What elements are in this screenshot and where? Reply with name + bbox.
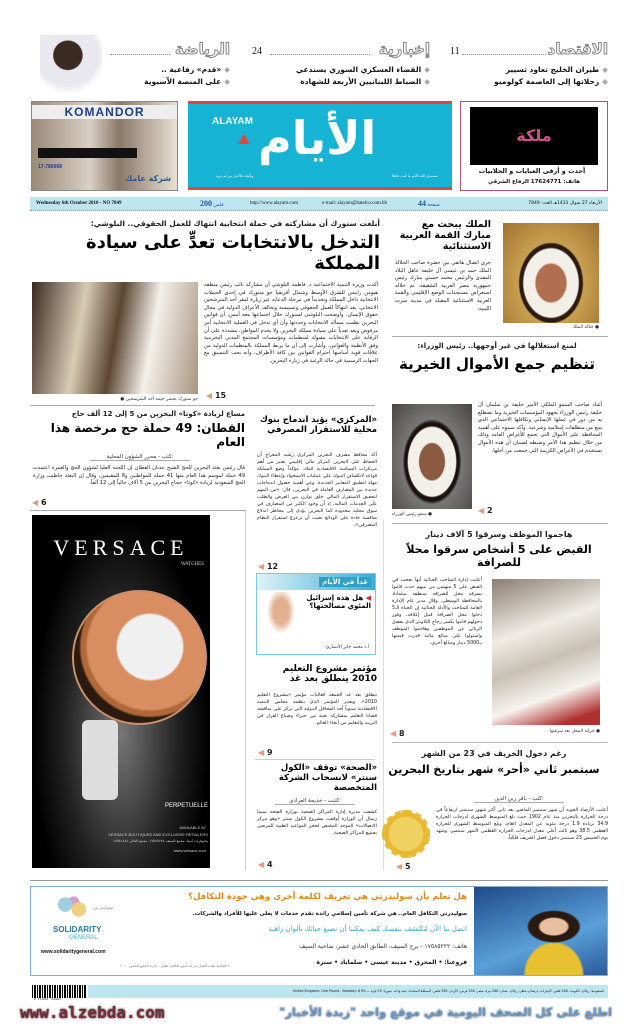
story-body: تنطلق بعد غد الجمعة فعاليات مؤتمر «مشروع التعليم 2010»، ويعتبر المؤتمر الذي ينظمه مجلس التنمية الاقتصادية سنوياً أحد المحافل الدولية التي تركز على مناقشة قضايا التعليم بمشاركة نخبة من خبراء وصناع القرار في التربية والتعليم من أنحاء العالم. xyxy=(257,693,377,726)
page-ref-number: 12 xyxy=(266,562,279,571)
logo-latin: ALAYAM xyxy=(212,116,253,127)
solidarity-logo-icon xyxy=(55,895,89,919)
page-ref-number: 9 xyxy=(266,748,273,757)
ad-award: * الفائزة بلقب أفضل شركة تأمين تكافلي للعام - جائزة الخليج للتأمين ٢٠١٠ xyxy=(120,964,229,968)
date-arabic: الأربعاء 27 شوال 1431هـ العدد: 7849 xyxy=(528,201,602,206)
teaser-news[interactable] xyxy=(248,40,430,90)
page-count xyxy=(418,197,440,213)
ad-model: PERPETUELLE xyxy=(164,803,208,809)
story-body: أكدت وزيرة التنمية الاجتماعية د. فاطمة البلوشي أن مشاركة نائب رئيس منطقة هيومن رايتس للشرق الأوسط وشمال أفريقيا جو ستورك في إحدى الحملات الانتخابية داخل المملكة وتحديداً في مرحلة الدعاية عبر زيارة لمقر أحد المترشحين الانتخابي، يعد انتهاكاً للعمل الحقوقي وتسييسه ويخالف الأعراف الدولية في مجال حقوق الإنسان. وأوضحت البلوشي لستورك خلال اجتماعها معه أمس، أن قوانين البحرين نظمت مسألة الانتخابات وحددتها وأن أي تدخل في العملية الانتخابية أمر مرفوض ويعد تعدياً على سيادة مملكة البحرين ولا يخدم المواطن، مشددة على أن الرقابة على الانتخابات مقبولة لمنظمات ومؤسسات المجتمع المدني البحرينية وفق الأنظمة والقوانين. وأشارت إلى أن ما يربط المملكة بالمنظمات الدولية من علاقات قوية أساسها احترام القوانين بين كافة الأطراف، وأنه يجب التنسيق مع الجهات الرسمية في حالة الرغبة في زيارة البحرين. xyxy=(204,282,378,364)
ad-line2: اتصل بنا الآن لتكتشف بنفسك كيف يمكننا أن نصبغ حياتك بألوان زاهية xyxy=(268,925,467,933)
pointer-icon: ◀ xyxy=(363,594,371,602)
education-story[interactable] xyxy=(255,662,377,758)
columnist-photo xyxy=(263,592,299,640)
ad-sub: WATCHES xyxy=(180,562,204,567)
teaser-line: على المنصة الآسيوية xyxy=(144,77,222,86)
wardrobe-stripe xyxy=(38,148,137,158)
page-ref-number: 2 xyxy=(486,506,493,515)
tomorrow-box[interactable] xyxy=(256,573,376,655)
page-ref-number: 15 xyxy=(214,391,227,400)
caption-text: خزانة المحل بعد سرقتها xyxy=(549,729,595,734)
hajj-story[interactable] xyxy=(30,406,245,508)
story-body: أشاد صاحب السمو الملكي الأمير خليفة بن سلمان آل خليفة رئيس الوزراء بجهود المؤسسات الخيرية وما تضطلع به من دور في عملها الإنساني وتكافلها الاجتماعي الذي ينبع من منطلقات إسلامية وشرعية. وأكد سموه على أهمية المحافظة على الأموال التي تجمع للأغراض العامة وذلك من خلال تنظيم هذا الأمر وضبطه لضمان أن هذه الأموال تستخدم في الأغراض الكريمة التي جمعت من أجلها. xyxy=(477,402,602,454)
teaser-economy[interactable] xyxy=(440,40,608,90)
story-subheadline: لمنع استغلالها في غير أوجهها.. رئيس الوزراء: xyxy=(417,342,577,350)
story-subheadline: هاجموا الموظف وسرقوا 5 آلاف دينار xyxy=(425,530,573,539)
page-count-value: 44 xyxy=(418,199,426,208)
story-body: أكد محافظ مصرف البحرين المركزي رشيد المعراج أن الحفاظ على البحرين كمركز مالي إقليمي يعتبر من أهم مرتكزات السياسة الاقتصادية للبلاد، مؤكداً وضع المملكة قواعد لانكشاف البنوك على عمليات الاستحواذ وإعطاء البنوك مهلة لتطبيق المعايير الجديدة. وعن أهمية حصول اندماجات جديدة بين المصارف العاملة في البحرين، قال: «من المهم لتحقيق الاستقرار المالي خلق توازن بين العرض والطلب على الخدمات المالية، إذ أن وجود الكثير من المصارف في سوق محلية محدودة كما البحرين يؤدي إلى مخاطر اندلاع منافسة حادة على الودائع بحيث أن تزعزع استقرار النظام المصرفي». xyxy=(257,453,377,528)
story-headline: تنظيم جمع الأموال الخيرية xyxy=(399,355,595,373)
divider xyxy=(462,54,546,55)
watch-strap xyxy=(82,720,118,800)
story-headline: سبتمبر ثاني «أحر» شهر بتاريخ البحرين xyxy=(388,763,600,776)
teaser-lines: ◆القضاء العسكري السوري يستدعي ◆الضباط اللبنانيين الأربعة للشهادة xyxy=(295,65,430,86)
arrow-icon: ◀ xyxy=(206,391,213,400)
page-ref[interactable] xyxy=(258,562,278,571)
story-subheadline: مساع لزيادة «كوتا» البحرين من 5 إلى 12 ألف حاج xyxy=(71,410,245,418)
story-subheadline: أبلغت ستورك أن مشاركته في حملة انتخابية انتهاك للعمل الحقوقي.. البلوشي: xyxy=(90,219,380,228)
page-ref[interactable] xyxy=(390,729,405,738)
logo-arabic: الأيام xyxy=(258,111,377,165)
arrow-icon: ◀ xyxy=(478,506,485,515)
page-ref[interactable] xyxy=(258,748,273,757)
ad-line3: مجوهرات آسيا، مجمع السيف ١٧٥٨٧٧٨٨، مجمع العالي ١٧٥٨٤٤٤٤ xyxy=(113,839,208,843)
prime-minister-photo xyxy=(392,404,472,509)
teaser-line: طيران الخليج تعاود تسيير xyxy=(505,65,600,74)
health-story[interactable] xyxy=(255,762,377,872)
ad-phone: هاتف: ١٧٥٨٥٢٢٢ - برج السيف، الطابق الحادي عشر، ضاحية السيف xyxy=(299,943,467,950)
barcode xyxy=(32,985,86,998)
safe-photo xyxy=(492,579,600,725)
ad-brand: KOMANDOR xyxy=(32,105,177,119)
page-ref[interactable] xyxy=(396,862,411,871)
teaser-line: القضاء العسكري السوري يستدعي xyxy=(295,65,422,74)
arrow-icon: ◀ xyxy=(390,729,397,738)
price-value: 200 xyxy=(200,199,212,208)
september-story[interactable] xyxy=(380,744,608,874)
story-headline: التدخل بالانتخابات تعدٍّ على سيادة المملكة xyxy=(86,232,380,274)
page-number: 24 xyxy=(252,46,262,57)
arrow-icon: ◀ xyxy=(258,562,265,571)
story-body: كشفت مديرة إدارة المراكز الصحية بوزارة الصحة سيما زيمال أن الوزارة أوقفت مشروع الكول سنتر «وهو مركز الاتصالات» الموحد المختص لحجز المواعيد الطبية للمرضى بجميع المراكز الصحية. xyxy=(257,810,377,836)
story-body: جرى اتصال هاتفي بين حضرة صاحب الجلالة الملك حمد بن عيسى آل خليفة عاهل البلاد المفدى والرئيس محمد حسني مبارك رئيس جمهورية مصر العربية الشقيقة، تم خلاله استعراض مستجدات الوضع الإقليمي والقمة العربية الاستثنائية المقبلة في مدينة سرت الليبية. xyxy=(395,260,491,312)
byline: كتبت - خديجة العرادي: xyxy=(275,798,355,805)
page-ref-number: 4 xyxy=(266,860,273,869)
divider xyxy=(392,336,608,337)
king-photo xyxy=(503,223,599,323)
story-headline: القبض على 5 أشخاص سرقوا محلاً للصرافة xyxy=(406,543,592,569)
story-headline: مؤتمر مشروع التعليم 2010 ينطلق بعد غد xyxy=(282,664,377,685)
komandor-ad[interactable] xyxy=(31,101,178,191)
byline: كتب - باقر زين الدين: xyxy=(474,796,564,803)
logo-slogan-left: ويأتيك بالأخبار من لم تزود xyxy=(216,174,254,178)
tomorrow-label xyxy=(257,574,375,590)
ad-branches: فروعنا: • المحرق • مدينة عيسى • سلماباد • سترة xyxy=(316,959,467,966)
logo-arabic: سوليدرتي xyxy=(93,905,114,911)
ad-line1: سوليدرتي التكافل العام.. هي شركة تأمين إسلامي رائدة تقدم خدمات لا يعلى عليها للأفراد والشركات. xyxy=(192,911,467,917)
photo-caption: جو ستورك يحضر خيمة أحد المترشحين ● xyxy=(120,397,198,402)
email-link[interactable]: e-mail: alayam@batelco.com.bh xyxy=(322,201,387,206)
photo-caption: ● سمو رئيس الوزراء xyxy=(392,512,433,517)
story-headline: «الصحة» توقف «الكول سنتر» لانسحاب الشركة المتخصصة xyxy=(278,763,377,793)
section-title: الاقتصاد xyxy=(547,40,608,58)
price xyxy=(200,197,224,213)
charity-story[interactable] xyxy=(390,338,608,518)
story-headline: القطان: 49 حملة حج مرخصة هذا العام xyxy=(50,421,245,449)
banner-url[interactable]: www.alzebda.com xyxy=(20,1003,165,1022)
ad-company: شركة عامك xyxy=(124,174,171,183)
ad-logo-box xyxy=(470,107,598,165)
page-ref[interactable] xyxy=(258,860,273,869)
fashion-ad[interactable] xyxy=(460,101,608,191)
columnist-name: أ.د محمد جابر الأنصاري xyxy=(325,645,369,650)
teaser-line: الضباط اللبنانيين الأربعة للشهادة xyxy=(300,77,422,86)
teaser-lines: ◆طيران الخليج تعاود تسيير ◆رحلاتها إلى العاصمة كولومبو xyxy=(494,65,608,86)
logo-slogan-right: تستمدي الله الأيام ما كنت جاهلاً xyxy=(392,174,438,178)
page-ref[interactable] xyxy=(206,391,226,400)
logo-brand: SOLIDARITY xyxy=(53,925,102,934)
ad-line2: VERSACE BOUTIQUES AND EXCLUSIVE RETAILERS xyxy=(108,832,208,837)
divider xyxy=(255,759,375,760)
teaser-sports[interactable] xyxy=(40,35,230,93)
barcode-number: 9 771681 716001 xyxy=(34,998,62,1001)
price-unit: فلس xyxy=(213,203,224,208)
page-ref-number: 8 xyxy=(398,729,405,738)
section-title: إخبارية xyxy=(378,40,430,58)
ad-line1: AVAILABLE AT xyxy=(179,825,206,830)
ad-brand: ملكة xyxy=(516,126,552,145)
caption-text: جو ستورك يحضر خيمة أحد المترشحين xyxy=(125,397,198,402)
watch-image xyxy=(72,590,207,725)
logo-red-mark xyxy=(238,134,250,144)
ad-headline: هل تعلم بأن سوليدرتي هي تعريف لكلمة أخرى وهي جودة التكافل؟ xyxy=(188,892,467,902)
divider xyxy=(110,54,170,55)
divider xyxy=(270,54,370,55)
ad-phone: 17-785668 xyxy=(38,164,62,170)
arrow-icon: ◀ xyxy=(258,748,265,757)
story-photo xyxy=(32,282,198,394)
ad-line1: أحدث و أرقى العبايات و الجلابيات xyxy=(478,167,586,175)
page-ref[interactable] xyxy=(478,506,493,515)
logo-brand2: GENERAL xyxy=(69,935,98,941)
story-subheadline: رغم دخول الخريف في 23 من الشهر xyxy=(421,749,567,758)
divider xyxy=(30,880,608,881)
page-number: 11 xyxy=(450,46,460,57)
ad-line2: هاتف: 17624771 الرفاع الشرقي xyxy=(488,179,580,185)
page-ref-number: 5 xyxy=(404,862,411,871)
ad-url[interactable]: www.solidaritygeneral.com xyxy=(41,949,106,955)
story-body: أعلنت إدارة المباحث الجنائية أنها نجحت في القبض على 5 متهمين من بينهم حدث قاموا بسرقة محل للصرافة بمنطقة سلماباد بالمحافظة الوسطى. وقال مدير عام الإدارة العامة للمباحث والأدلة الجنائية إن الجناة الـ5 دخلوا محل الصرافة قبيل إغلاقه، وفور دخولهم قاموا بكسر زجاج الكاونتر الذي يفصل الزبائن عن الموظفين وهاجموا الموظف واستولوا على مبالغ مالية قدرت قيمتها بـ5000 دينار ومبالغ أخرى. xyxy=(392,578,483,646)
main-story[interactable] xyxy=(30,215,380,400)
girl-umbrella-photo xyxy=(474,887,607,975)
teaser-line: «قدم» رفاعية .. xyxy=(161,65,222,74)
teaser-line: رحلاتها إلى العاصمة كولومبو xyxy=(494,77,600,86)
king-story[interactable] xyxy=(389,216,609,334)
arrow-icon: ◀ xyxy=(396,862,403,871)
ad-url[interactable]: www.versace.com xyxy=(173,848,206,853)
divider xyxy=(392,523,608,524)
ad-brand: VERSACE xyxy=(53,535,189,560)
newspaper-logo[interactable] xyxy=(188,101,452,190)
tomorrow-title xyxy=(301,594,371,610)
story-body: أعلنت الأرصاد الجوية أن شهر سبتمبر الماضي يعد ثاني أكثر شهور سبتمبر ارتفاعاً في درجة الحرارة بالبحرين منذ عام 1902 حيث بلغ المتوسط الشهري لدرجات الحرارة 34.9 بزيادة 1.9 درجة مئوية عن المعدل العام، وبلغ المتوسط الشهري للحرارة العظمى 38.5 وهو ثالث أعلى معدل لدرجات الحرارة العظمى لأشهر سبتمبر، وشهد يوم الخميس 23 سبتمبر دخول فصل الخريف فلكياً. xyxy=(436,808,609,841)
story-body: قال رئيس بعثة البحرين للحج الشيخ عدنان القطان إن اللجنة العليا لشؤون الحج والعمرة اعتمدت 49 حملة لموسم هذا العام منها 41 حملة للمواطنين و8 للمقيمين، وقال إن البعثة خاطبت وزارة الحج السعودية لزيادة «كوتا» حجاج البحرين من 5 آلاف حالياً إلى 12 ألفاً. xyxy=(33,465,245,487)
teaser-lines: ◆«قدم» رفاعية .. ◆على المنصة الآسيوية xyxy=(144,65,230,86)
banner-tagline: اطلع على كل الصحف اليومية في موقع واحد "زبدة الأخبار" xyxy=(279,1005,612,1019)
website-link[interactable]: http://www.alayam.com xyxy=(250,201,298,206)
photo-caption: ● جلالة الملك xyxy=(572,325,599,330)
page-ref-number: 6 xyxy=(40,498,47,507)
arrow-icon: ◀ xyxy=(258,860,265,869)
player-photo xyxy=(40,35,102,93)
date-english: Wednesday 6th October 2010 - NO 7849 xyxy=(36,201,122,206)
divider xyxy=(392,742,608,743)
solidarity-ad[interactable] xyxy=(30,886,608,976)
arrow-icon: ◀ xyxy=(32,498,39,507)
caption-text: سمو رئيس الوزراء xyxy=(392,512,427,517)
price-strip: السعودية: ريالان، الكويت: 200 فلس، الإمارات: درهمان، قطر: ريالان، عمان: 200 بيزة، مصر: 250 قرش، الأردن: 250 فلس، المملكة المتحدة: جنيه واحد، سوريا: 25 ليرة — United Kingdom: One Pound - Bombay: 8 RS xyxy=(88,985,608,998)
divider xyxy=(30,510,245,511)
byline: كتب - محرر الشؤون المحلية: xyxy=(90,454,190,461)
photo-caption: ● خزانة المحل بعد سرقتها xyxy=(549,729,600,734)
versace-ad[interactable] xyxy=(32,515,210,868)
caption-text: جلالة الملك xyxy=(572,325,594,330)
robbery-story[interactable] xyxy=(390,525,608,740)
story-headline: الملك يبحث مع مبارك القمة العربية الاستثنائية xyxy=(399,219,491,252)
tomorrow-label-text: غداً في الأيام xyxy=(319,577,371,587)
bank-story[interactable] xyxy=(255,412,377,562)
sun-icon xyxy=(382,810,430,858)
info-bar xyxy=(30,197,608,211)
column-rule xyxy=(245,510,246,870)
story-headline: «المركزي» يؤيد اندماج بنوك محلية للاستقرار المصرفي xyxy=(260,415,377,435)
page-ref[interactable] xyxy=(32,498,47,507)
section-title: الرياضة xyxy=(175,40,230,58)
page-count-unit: صفحة xyxy=(427,203,440,208)
tomorrow-title-text: هل هذه إسرائيل المئوي مصالحتها؟ xyxy=(306,594,371,611)
